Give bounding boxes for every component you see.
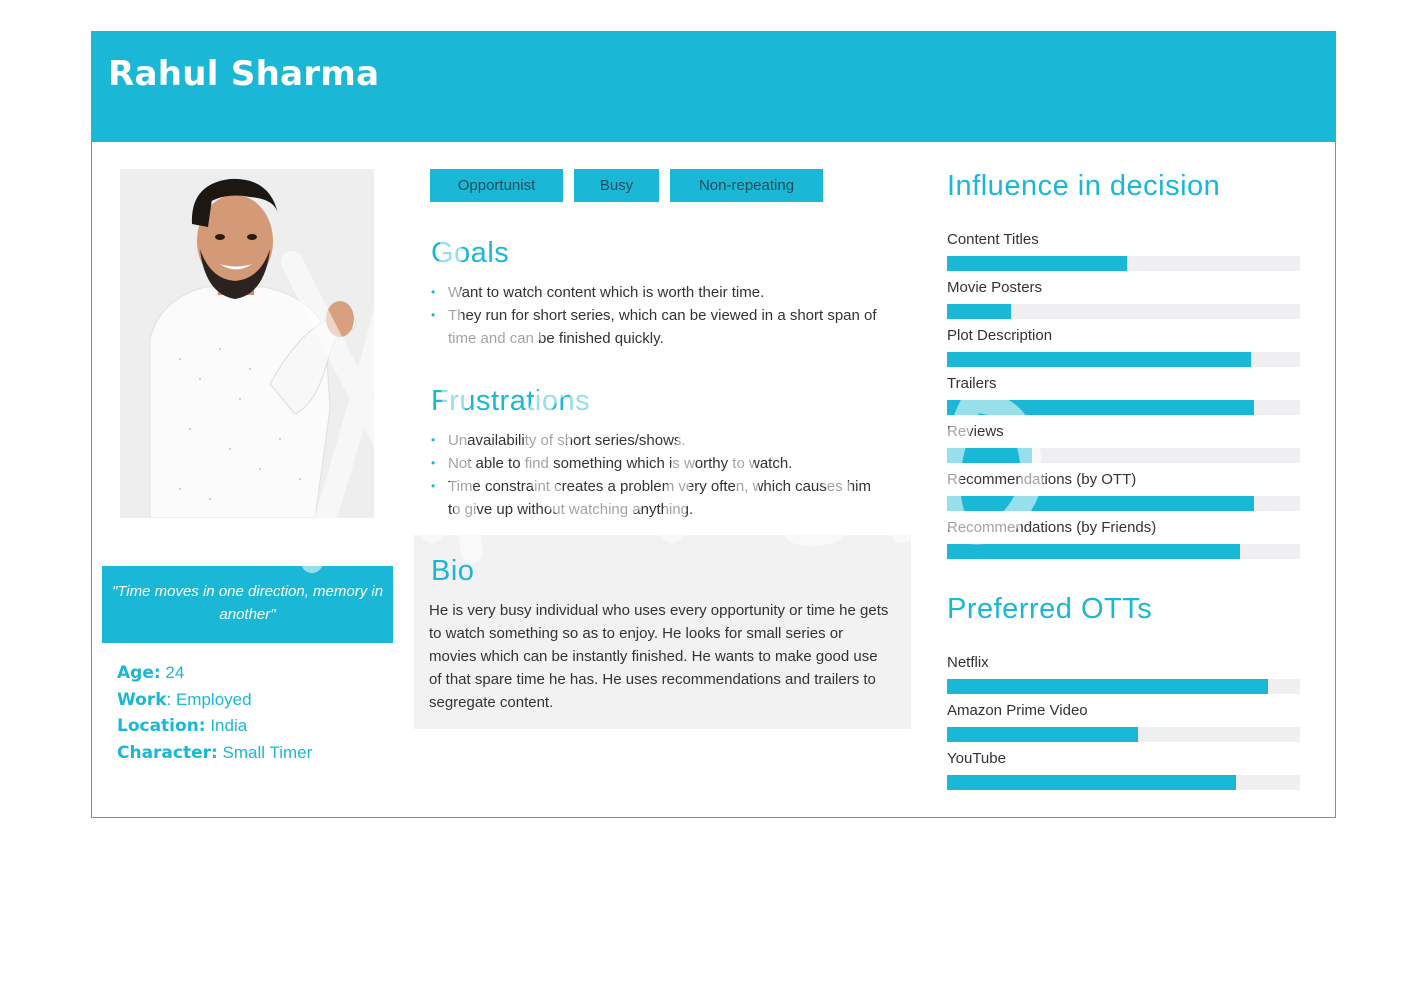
influence-bar-track: [947, 256, 1300, 271]
influence-bar-track: [947, 304, 1300, 319]
info-character: [117, 740, 312, 767]
ott-bar-track: [947, 775, 1300, 790]
ott-bar-label: Netflix: [947, 654, 989, 671]
header-banner: [92, 32, 1335, 142]
frustrations-item: • Time constraint creates a problem very often, which causes him to give up without watching anything.: [431, 475, 876, 521]
info-character-key: Character:: [117, 742, 218, 763]
goals-item: • They run for short series, which can be viewed in a short span of time and can be finished quickly.: [431, 304, 896, 350]
ott-bar-label: Amazon Prime Video: [947, 702, 1088, 719]
tag-non-repeating: Non-repeating: [670, 169, 823, 202]
influence-bar-fill: [947, 448, 1032, 463]
ott-bar-label: YouTube: [947, 750, 1006, 767]
tag-opportunist: Opportunist: [430, 169, 563, 202]
bio-text: He is very busy individual who uses every opportunity or time he gets to watch something so as to enjoy. He looks for small series or movies which can be instantly finished. He wants to make good use of that spare time he has. He uses recommendations and trailers to segregate content.: [429, 602, 889, 711]
influence-bar-fill: [947, 304, 1011, 319]
frustrations-item: • Unavailability of short series/shows.: [431, 429, 876, 452]
influence-bar-label: Reviews: [947, 423, 1004, 440]
influence-bar-label: Movie Posters: [947, 279, 1043, 296]
influence-bar-fill: [947, 496, 1254, 511]
frustrations-item: • Not able to find something which is worthy to watch.: [431, 452, 876, 475]
influence-bar-fill: [947, 400, 1254, 415]
info-location-value: India: [205, 716, 248, 735]
info-work: [117, 687, 312, 714]
persona-photo-illustration: [120, 169, 374, 518]
ott-bar-fill: [947, 775, 1236, 790]
ott-bar-track: [947, 679, 1300, 694]
ott-bar-fill: [947, 679, 1268, 694]
info-location-key: Location:: [117, 716, 206, 736]
bio-panel: [414, 535, 911, 729]
bio-title: Bio: [431, 555, 475, 587]
info-age-key: Age:: [117, 663, 161, 683]
persona-photo: [120, 169, 374, 518]
goals-title: Goals: [431, 237, 510, 269]
influence-bar-label: Plot Description: [947, 327, 1053, 344]
influence-bar-fill: [947, 256, 1127, 271]
info-age-value: 24: [160, 663, 185, 682]
influence-bar-label: Content Titles: [947, 231, 1039, 248]
info-age: [117, 660, 312, 687]
influence-bar-track: [947, 448, 1300, 463]
persona-info: [117, 660, 312, 766]
ott-bar-fill: [947, 727, 1138, 742]
influence-bar-track: [947, 352, 1300, 367]
influence-bar-track: [947, 400, 1300, 415]
influence-bar-label: Recommendations (by OTT): [947, 471, 1137, 488]
influence-bar-track: [947, 544, 1300, 559]
influence-bar-fill: [947, 352, 1251, 367]
tag-busy: Busy: [574, 169, 659, 202]
persona-name: Rahul Sharma: [108, 54, 380, 94]
info-work-value: : Employed: [166, 689, 252, 709]
influence-bar-track: [947, 496, 1300, 511]
info-character-value: Small Timer: [217, 742, 313, 762]
frustrations-list: [431, 429, 876, 521]
frustrations-title: Frustrations: [431, 385, 591, 417]
influence-bar-label: Trailers: [947, 375, 997, 392]
persona-quote: "Time moves in one direction, memory in another": [102, 566, 393, 643]
goals-list: [431, 281, 896, 350]
goals-item: • Want to watch content which is worth their time.: [431, 281, 896, 304]
info-location: [117, 713, 312, 740]
otts-title: Preferred OTTs: [947, 593, 1153, 625]
influence-bar-label: Recommendations (by Friends): [947, 519, 1157, 536]
influence-bar-fill: [947, 544, 1240, 559]
influence-title: Influence in decision: [947, 170, 1221, 202]
info-work-key: Work: [117, 689, 167, 710]
ott-bar-track: [947, 727, 1300, 742]
persona-card: [91, 31, 1336, 818]
